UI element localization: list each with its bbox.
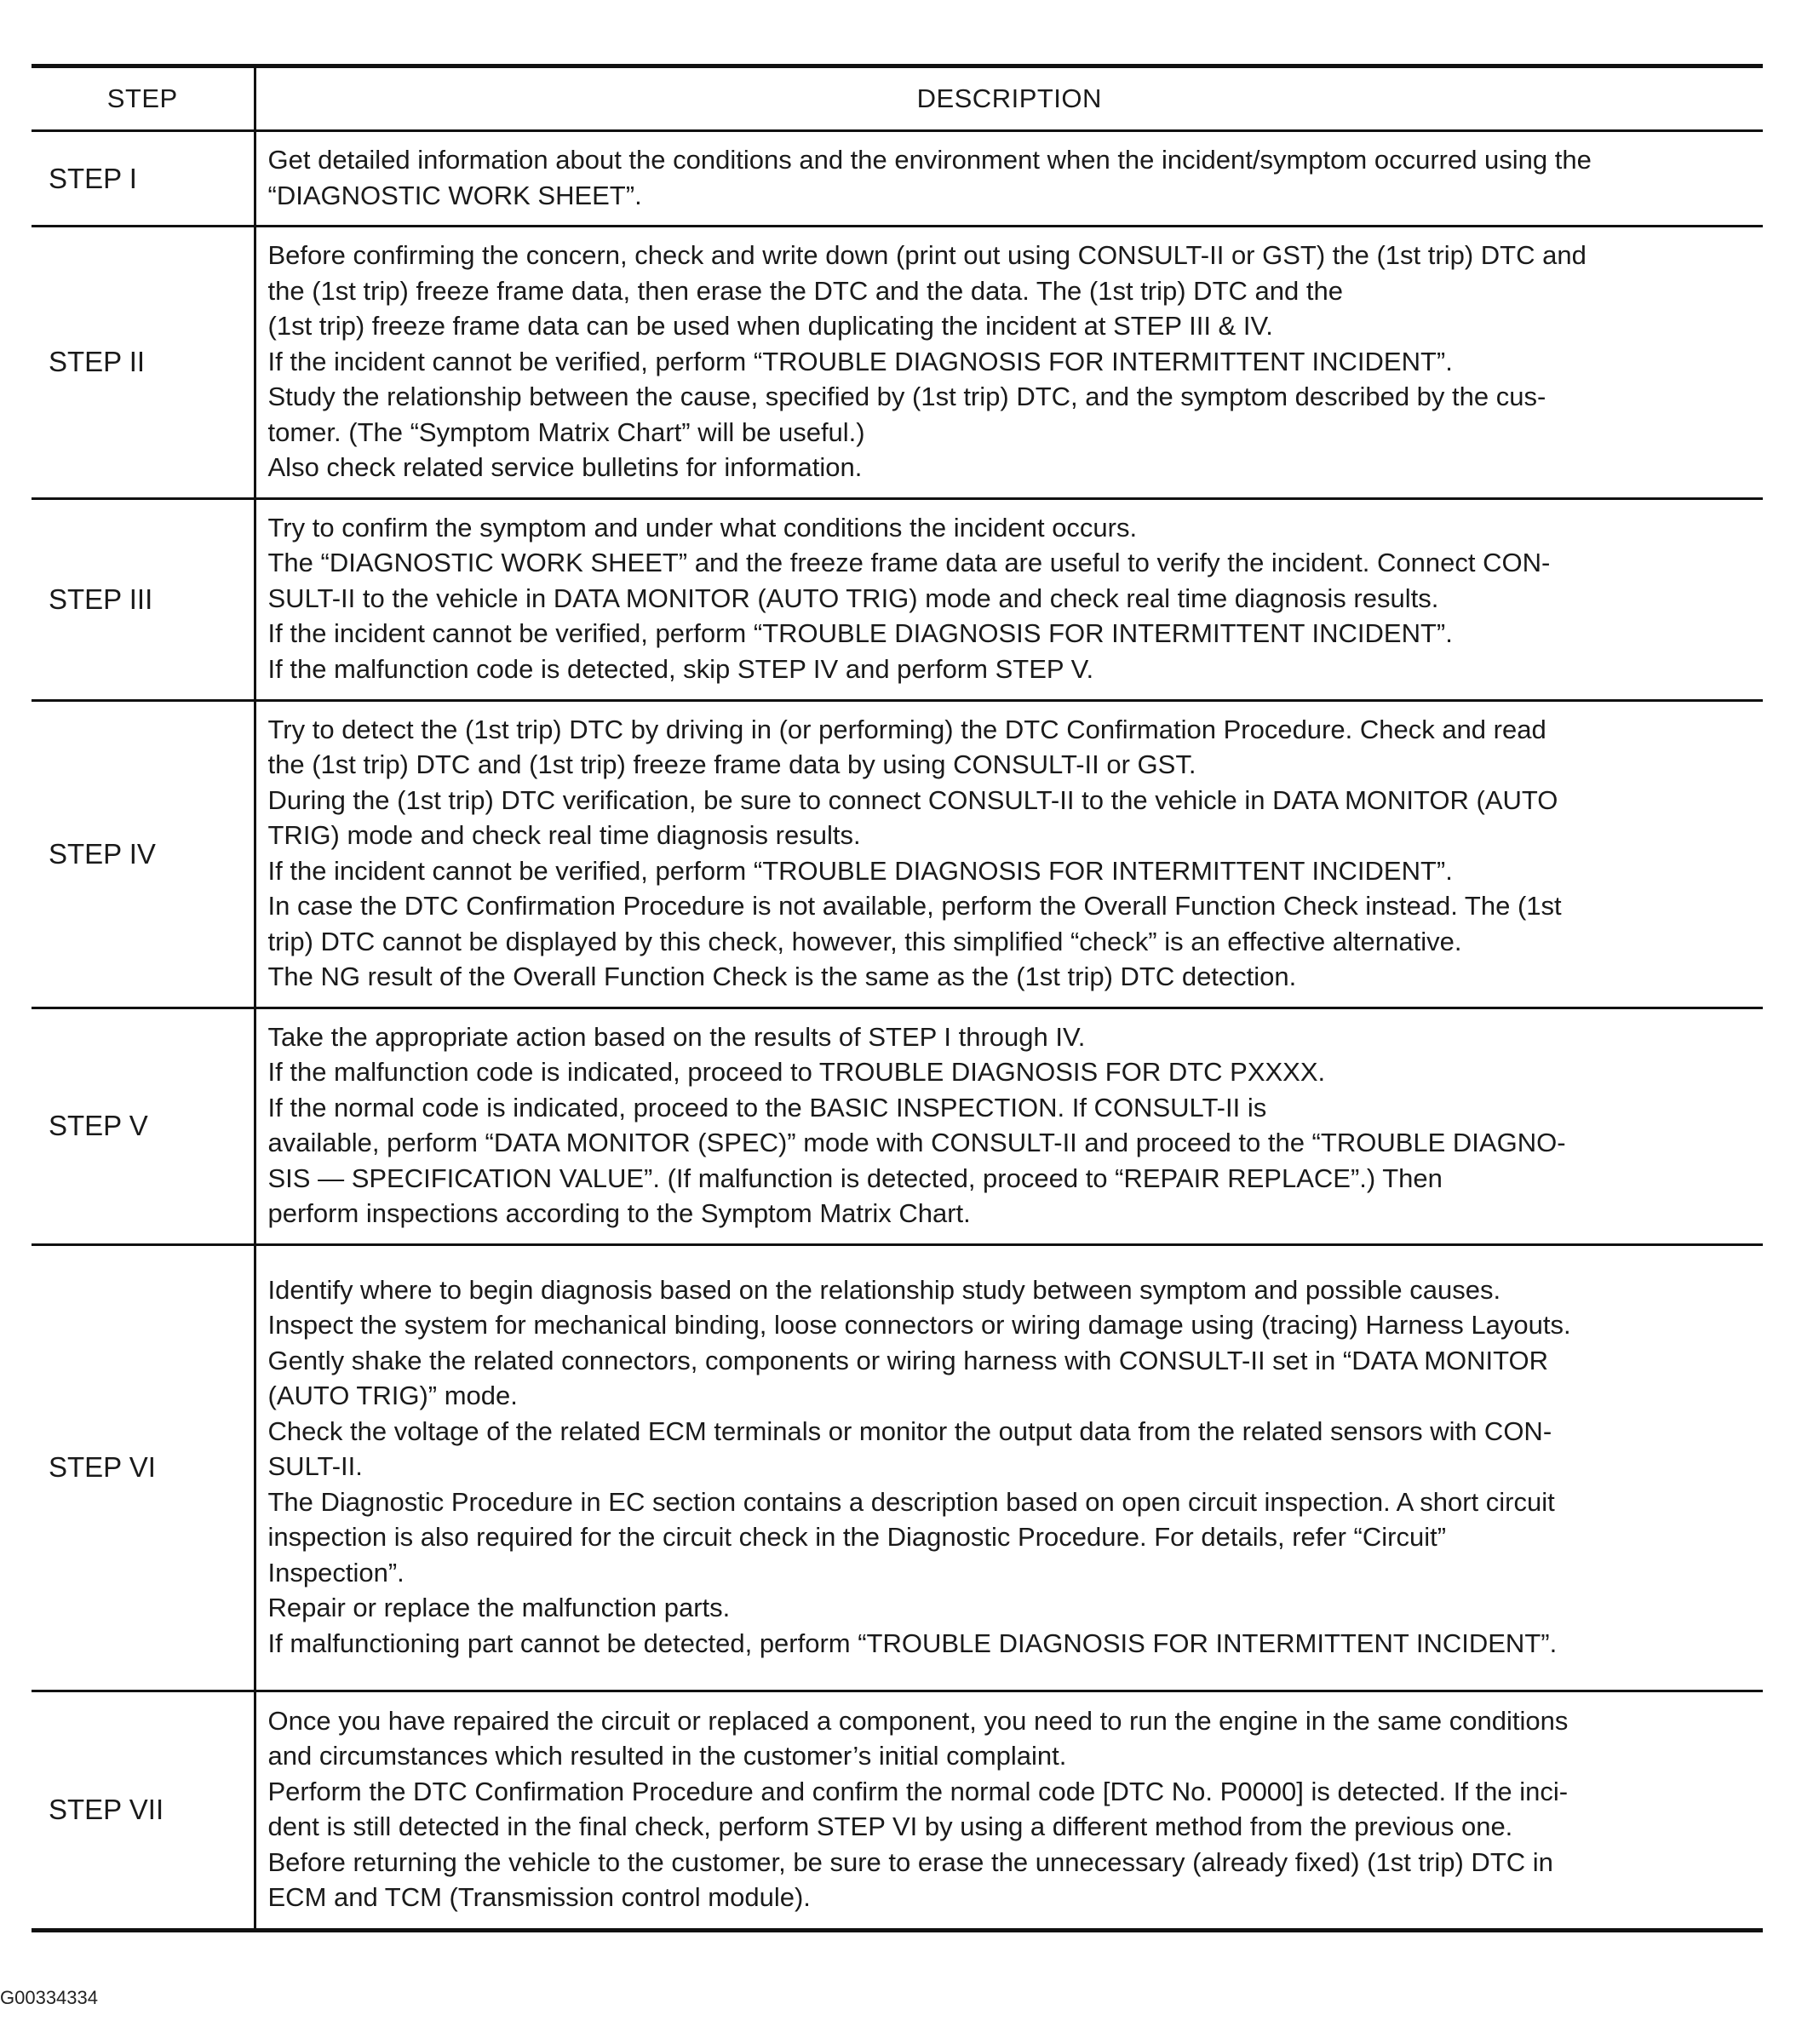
description-line: the (1st trip) DTC and (1st trip) freeze frame data by using CONSULT-II or GST. (267, 749, 1196, 779)
description-line: Identify where to begin diagnosis based on the relationship study between symptom and possible causes. (267, 1274, 1501, 1305)
step-label: STEP II (32, 227, 255, 499)
table-row (32, 131, 1763, 227)
description-line: SULT-II. (267, 1451, 363, 1482)
step-description (255, 1008, 1763, 1244)
description-line: During the (1st trip) DTC verification, be sure to connect CONSULT-II to the vehicle in DATA MONITOR (AUTO (267, 784, 1558, 815)
table-row (32, 1691, 1763, 1930)
description-line: Inspect the system for mechanical binding, loose connectors or wiring damage using (tracing) Harness Layouts. (267, 1310, 1571, 1341)
description-line: “DIAGNOSTIC WORK SHEET”. (267, 180, 642, 210)
description-line: Repair or replace the malfunction parts. (267, 1593, 731, 1623)
diagnostic-steps-sheet (32, 64, 1763, 1932)
description-line: The NG result of the Overall Function Check is the same as the (1st trip) DTC detection. (267, 962, 1297, 991)
description-line: and circumstances which resulted in the customer’s initial complaint. (267, 1741, 1067, 1771)
description-line: If the malfunction code is detected, skip STEP IV and perform STEP V. (267, 653, 1094, 684)
description-line: the (1st trip) freeze frame data, then erase the DTC and the data. The (1st trip) DTC and the (267, 275, 1343, 306)
table-row (32, 498, 1763, 700)
table-row (32, 700, 1763, 1008)
description-line: ECM and TCM (Transmission control module). (267, 1882, 811, 1912)
description-line: If the normal code is indicated, proceed to the BASIC INSPECTION. If CONSULT-II is (267, 1092, 1267, 1122)
description-line: Gently shake the related connectors, components or wiring harness with CONSULT-II set in “DATA MONITOR (267, 1345, 1548, 1375)
table-row (32, 1008, 1763, 1244)
description-line: Get detailed information about the conditions and the environment when the incident/symptom occurred using the (267, 145, 1592, 175)
description-column-header: DESCRIPTION (255, 66, 1763, 131)
step-description (255, 700, 1763, 1008)
step-column-header: STEP (32, 66, 255, 131)
table-header-row (32, 66, 1763, 131)
description-line: Once you have repaired the circuit or replaced a component, you need to run the engine in the same conditions (267, 1705, 1569, 1736)
description-line: dent is still detected in the final check, perform STEP VI by using a different method from the previous one. (267, 1811, 1513, 1841)
description-line: If the incident cannot be verified, perform “TROUBLE DIAGNOSIS FOR INTERMITTENT INCIDENT”. (267, 855, 1453, 886)
table-row (32, 227, 1763, 499)
step-description (255, 131, 1763, 227)
description-line: tomer. (The “Symptom Matrix Chart” will be useful.) (267, 416, 865, 447)
description-line: Try to detect the (1st trip) DTC by driving in (or performing) the DTC Confirmation Procedure. Check and read (267, 714, 1546, 744)
description-line: Inspection”. (267, 1557, 405, 1588)
description-line: Before returning the vehicle to the customer, be sure to erase the unnecessary (already fixed) (1st trip) DTC in (267, 1846, 1553, 1877)
step-label: STEP III (32, 498, 255, 700)
description-line: SIS — SPECIFICATION VALUE”. (If malfunction is detected, proceed to “REPAIR REPLACE”.) Then (267, 1163, 1443, 1193)
description-line: TRIG) mode and check real time diagnosis results. (267, 820, 861, 850)
description-line: Perform the DTC Confirmation Procedure and confirm the normal code [DTC No. P0000] is detected. If the inci- (267, 1776, 1569, 1806)
description-line: available, perform “DATA MONITOR (SPEC)” mode with CONSULT-II and proceed to the “TROUBLE DIAGNO- (267, 1128, 1566, 1157)
description-line: Also check related service bulletins for information. (267, 452, 863, 482)
description-line: Check the voltage of the related ECM terminals or monitor the output data from the related sensors with CON- (267, 1415, 1552, 1446)
step-label: STEP I (32, 131, 255, 227)
table-row (32, 1244, 1763, 1691)
description-line: Take the appropriate action based on the results of STEP I through IV. (267, 1021, 1086, 1052)
description-line: perform inspections according to the Symptom Matrix Chart. (267, 1198, 971, 1228)
description-line: SULT-II to the vehicle in DATA MONITOR (AUTO TRIG) mode and check real time diagnosis results. (267, 583, 1439, 613)
step-description (255, 498, 1763, 700)
step-label: STEP VI (32, 1244, 255, 1691)
description-line: If the incident cannot be verified, perform “TROUBLE DIAGNOSIS FOR INTERMITTENT INCIDENT”. (267, 346, 1453, 376)
description-line: If the incident cannot be verified, perform “TROUBLE DIAGNOSIS FOR INTERMITTENT INCIDENT”. (267, 618, 1453, 649)
description-line: The Diagnostic Procedure in EC section contains a description based on open circuit inspection. A short circuit (267, 1486, 1555, 1517)
description-line: Before confirming the concern, check and write down (print out using CONSULT-II or GST) the (1st trip) DTC and (267, 240, 1587, 270)
description-line: In case the DTC Confirmation Procedure is not available, perform the Overall Function Check instead. The (1st (267, 891, 1562, 921)
description-line: If malfunctioning part cannot be detected, perform “TROUBLE DIAGNOSIS FOR INTERMITTENT INCIDENT”. (267, 1628, 1558, 1658)
step-description (255, 227, 1763, 499)
description-line: inspection is also required for the circuit check in the Diagnostic Procedure. For details, refer “Circuit” (267, 1522, 1447, 1553)
description-line: (AUTO TRIG)” mode. (267, 1381, 518, 1411)
description-line: Try to confirm the symptom and under what conditions the incident occurs. (267, 512, 1138, 543)
diagnostic-steps-table (32, 64, 1763, 1932)
description-line: (1st trip) freeze frame data can be used when duplicating the incident at STEP III & IV. (267, 311, 1273, 341)
description-line: The “DIAGNOSTIC WORK SHEET” and the freeze frame data are useful to verify the incident. Connect CON- (267, 548, 1551, 578)
step-label: STEP V (32, 1008, 255, 1244)
description-line: If the malfunction code is indicated, proceed to TROUBLE DIAGNOSIS FOR DTC PXXXX. (267, 1057, 1326, 1087)
step-label: STEP IV (32, 700, 255, 1008)
description-line: trip) DTC cannot be displayed by this check, however, this simplified “check” is an effective alternative. (267, 926, 1462, 956)
figure-code: G00334334 (0, 1987, 98, 2008)
step-description (255, 1691, 1763, 1930)
step-description (255, 1244, 1763, 1691)
description-line: Study the relationship between the cause, specified by (1st trip) DTC, and the symptom described by the cus- (267, 382, 1546, 411)
step-label: STEP VII (32, 1691, 255, 1930)
